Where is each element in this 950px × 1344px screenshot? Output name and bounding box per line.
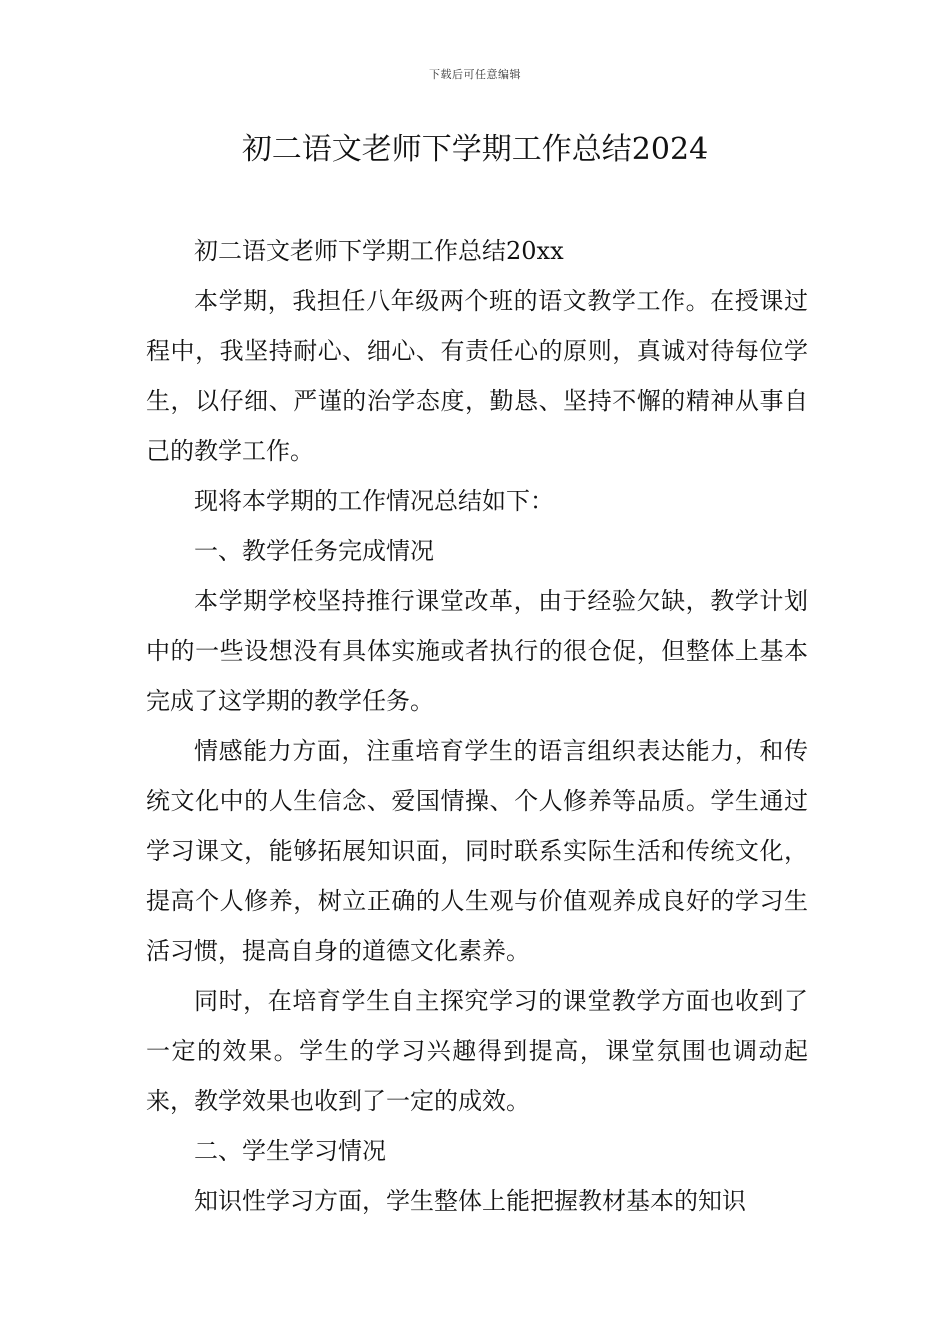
paragraph-emotional-ability: 情感能力方面，注重培育学生的语言组织表达能力，和传统文化中的人生信念、爱国情操、个人修养等品质。学生通过学习课文，能够拓展知识面，同时联系实际生活和传统文化，提高个人修养，树立正确的人生观与价值观养成良好的学习生活习惯，提高自身的道德文化素养。 [146, 737, 808, 965]
section-heading-teaching-tasks: 一、教学任务完成情况 [194, 537, 434, 565]
paragraph-teaching-tasks: 本学期学校坚持推行课堂改革，由于经验欠缺，教学计划中的一些设想没有具体实施或者执行的很仓促，但整体上基本完成了这学期的教学任务。 [146, 587, 808, 715]
paragraph-summary-lead: 现将本学期的工作情况总结如下： [194, 487, 554, 515]
document-body [146, 226, 808, 1226]
document-title: 初二语文老师下学期工作总结2024 [241, 132, 709, 167]
paragraph-intro: 本学期，我担任八年级两个班的语文教学工作。在授课过程中，我坚持耐心、细心、有责任心的原则，真诚对待每位学生，以仔细、严谨的治学态度，勤恳、坚持不懈的精神从事自己的教学工作。 [146, 287, 808, 465]
paragraph-knowledge-learning: 知识性学习方面，学生整体上能把握教材基本的知识 [194, 1187, 746, 1215]
page-header-note: 下载后可任意编辑 [429, 68, 521, 81]
section-heading-student-learning: 二、学生学习情况 [194, 1137, 386, 1165]
paragraph-subtitle: 初二语文老师下学期工作总结20xx [194, 237, 564, 265]
paragraph-inquiry-learning: 同时，在培育学生自主探究学习的课堂教学方面也收到了一定的效果。学生的学习兴趣得到提高，课堂氛围也调动起来，教学效果也收到了一定的成效。 [146, 987, 808, 1115]
